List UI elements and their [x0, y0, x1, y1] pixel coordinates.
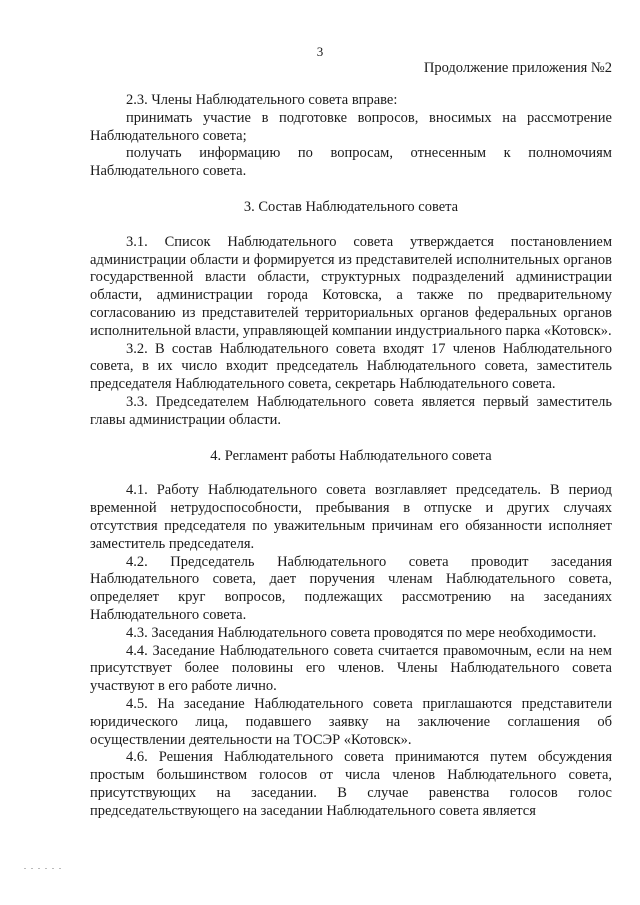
section-heading: 4. Регламент работы Наблюдательного совета — [210, 447, 492, 464]
paragraph: 2.3. Члены Наблюдательного совета вправе: — [126, 92, 398, 108]
scan-artifact — [24, 868, 61, 869]
paragraph: 4.3. Заседания Наблюдательного совета проводятся по мере необходимости. — [126, 624, 597, 641]
paragraph: 4.4. Заседание Наблюдательного совета считается правомочным, если на нем присутствует более половины его членов. Члены Наблюдательного совета участвуют в его работе лично. — [90, 642, 612, 695]
paragraph: 4.1. Работу Наблюдательного совета возглавляет председатель. В период временной нетрудоспособности, пребывания в отпуске и других случаях отсутствия председателя по уважительным причинам его обязанности исполняет заместитель председателя. — [90, 482, 612, 552]
paragraph: 4.2. Председатель Наблюдательного совета проводит заседания Наблюдательного совета, дает поручения членам Наблюдательного совета, определяет круг вопросов, подлежащих рассмотрению на заседаниях Наблюдательного совета. — [90, 553, 612, 623]
page-number: 3 — [316, 44, 324, 59]
paragraph: 3.3. Председателем Наблюдательного совета является первый заместитель главы администрации области. — [90, 393, 612, 428]
paragraph: 4.6. Решения Наблюдательного совета принимаются путем обсуждения простым большинством голосов от числа членов Наблюдательного совета, присутствующих на заседании. В случае равенства голосов голос председательствующего на заседании Наблюдательного совета является — [90, 749, 612, 819]
section-heading: 3. Состав Наблюдательного совета — [243, 198, 459, 215]
document-body — [90, 92, 612, 820]
paragraph: 3.2. В состав Наблюдательного совета входят 17 членов Наблюдательного совета, в их число входит председатель Наблюдательного совета, заместитель председателя Наблюдательного совета, секретарь Наблюдательного совета. — [90, 340, 612, 393]
paragraph: принимать участие в подготовке вопросов, вносимых на рассмотрение Наблюдательного совета; — [90, 109, 612, 144]
paragraph: получать информацию по вопросам, отнесенным к полномочиям Наблюдательного совета. — [90, 145, 612, 180]
paragraph: 4.5. На заседание Наблюдательного совета приглашаются представители юридического лица, подавшего заявку на заключение соглашения об осуществлении деятельности на ТОСЭР «Котовск». — [90, 695, 612, 748]
paragraph: 3.1. Список Наблюдательного совета утверждается постановлением администрации области и формируется из представителей исполнительных органов государственной власти области, структурных подразделений администрации области, администрации города Котовска, а также по предварительному согласованию из представителей территориальных органов федеральных органов исполнительной власти, управляющей компании индустриального парка «Котовск». — [90, 233, 612, 339]
appendix-note: Продолжение приложения №2 — [423, 60, 612, 76]
